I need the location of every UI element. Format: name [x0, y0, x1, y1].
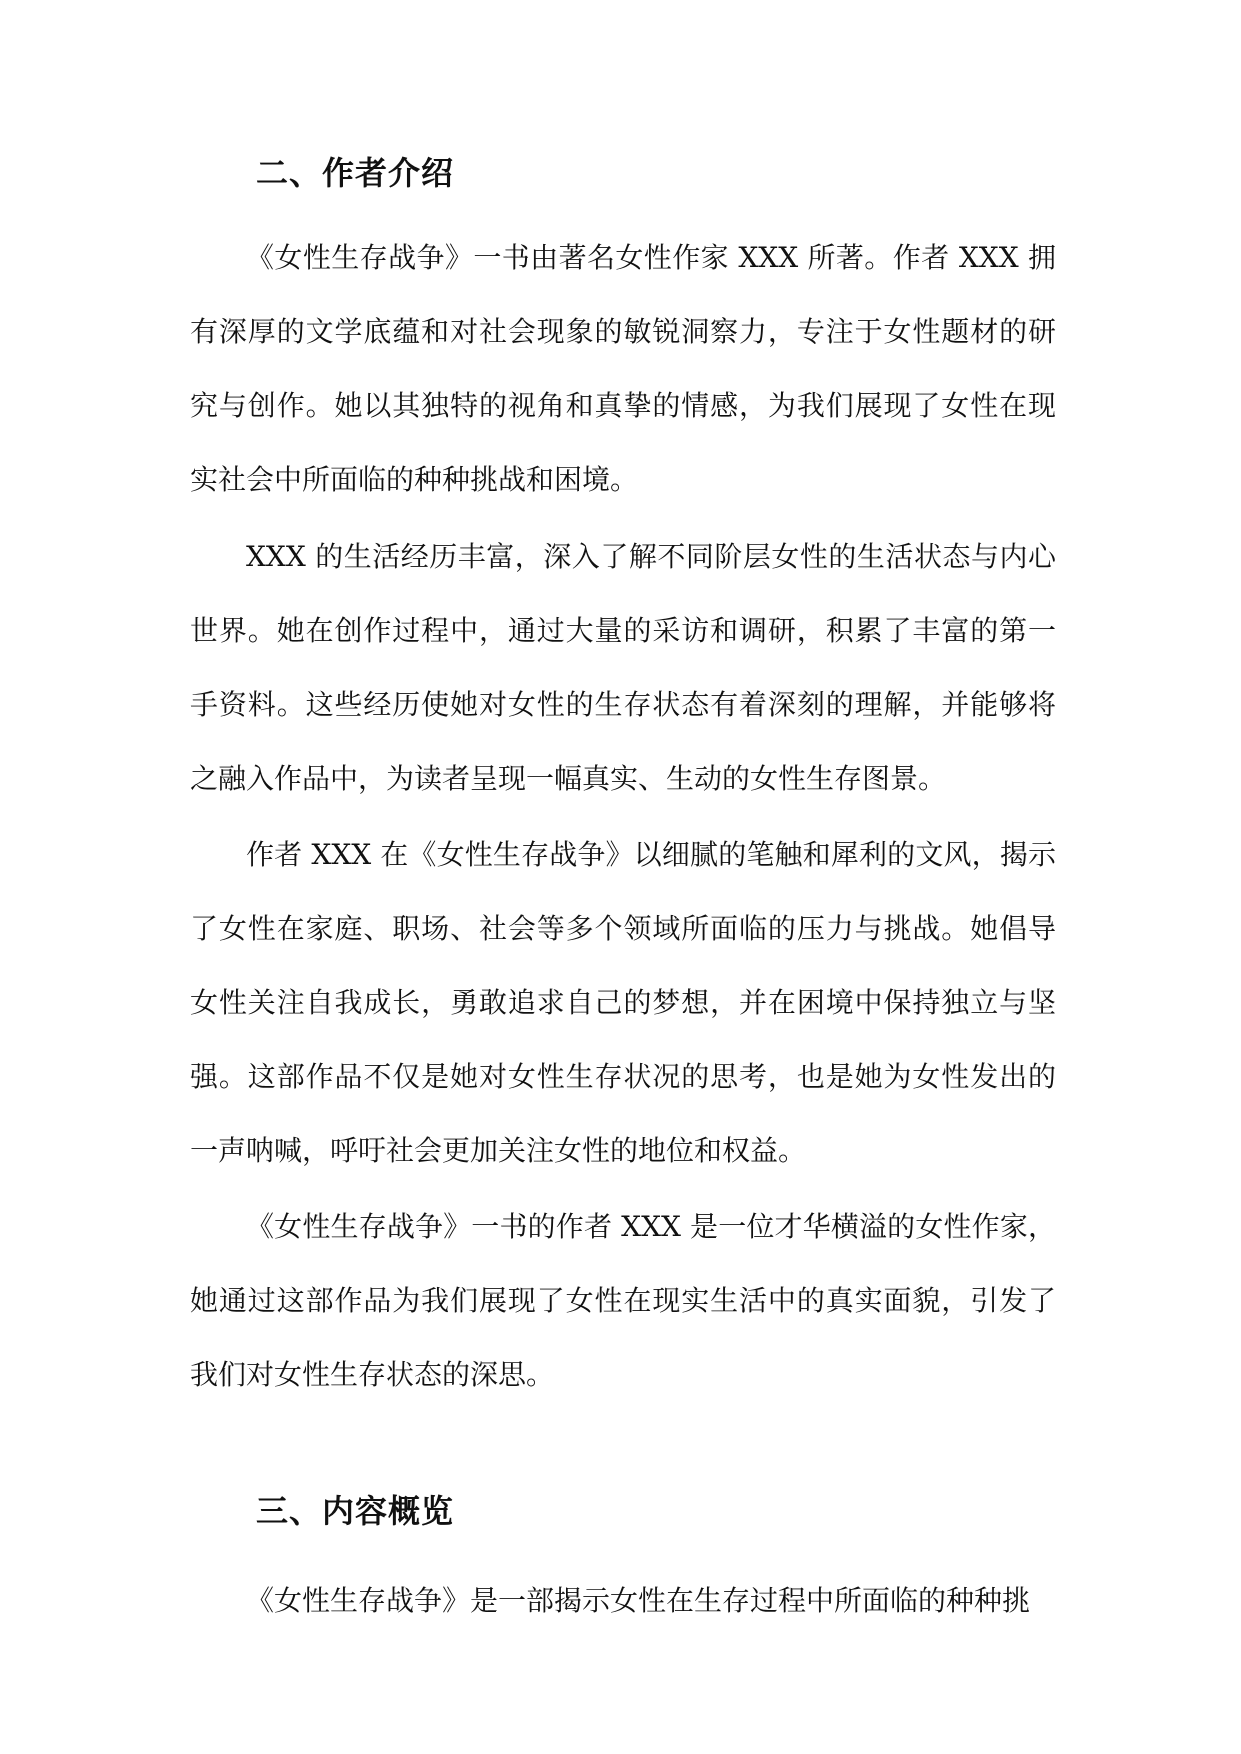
paragraph-author-intro-1: 《女性生存战争》一书由著名女性作家 XXX 所著。作者 XXX 拥有深厚的文学底蕴和对社会现象的敏锐洞察力，专注于女性题材的研究与创作。她以其独特的视角和真挚的情感，为我们展现了女性在现实社会中所面临的种种挑战和困境。 — [190, 241, 1056, 496]
paragraph-author-intro-3: 作者 XXX 在《女性生存战争》以细腻的笔触和犀利的文风，揭示了女性在家庭、职场、社会等多个领域所面临的压力与挑战。她倡导女性关注自我成长，勇敢追求自己的梦想，并在困境中保持独立与坚强。这部作品不仅是她对女性生存状况的思考，也是她为女性发出的一声呐喊，呼吁社会更加关注女性的地位和权益。 — [190, 838, 1056, 1167]
paragraph-author-intro-4: 《女性生存战争》一书的作者 XXX 是一位才华横溢的女性作家，她通过这部作品为我们展现了女性在现实生活中的真实面貌，引发了我们对女性生存状态的深思。 — [190, 1210, 1056, 1391]
paragraph-author-intro-2: XXX 的生活经历丰富，深入了解不同阶层女性的生活状态与内心世界。她在创作过程中，通过大量的采访和调研，积累了丰富的第一手资料。这些经历使她对女性的生存状态有着深刻的理解，并能够将之融入作品中，为读者呈现一幅真实、生动的女性生存图景。 — [190, 540, 1056, 795]
section-heading-content-overview: 三、内容概览 — [256, 1492, 455, 1530]
section-heading-author-intro: 二、作者介绍 — [256, 154, 455, 192]
paragraph-content-overview-1: 《女性生存战争》是一部揭示女性在生存过程中所面临的种种挑 — [246, 1584, 1031, 1617]
